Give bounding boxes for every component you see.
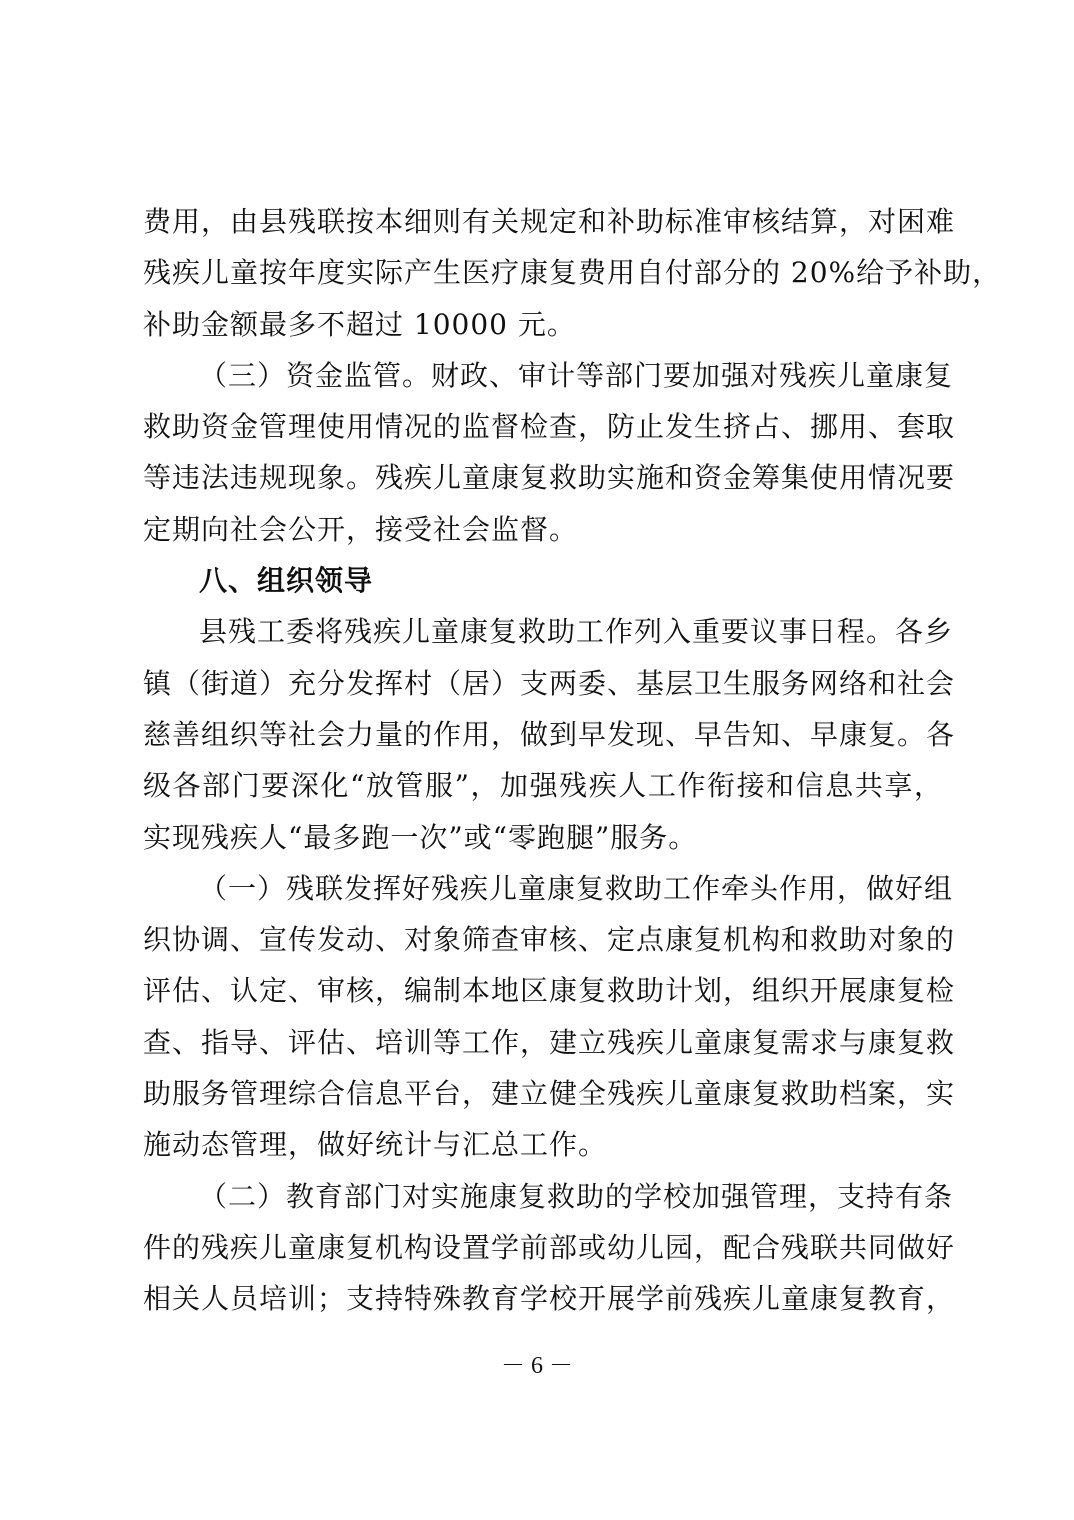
paragraph-line: 评估、认定、审核，编制本地区康复救助计划，组织开展康复检 <box>143 974 956 1008</box>
paragraph-line: 补助金额最多不超过 10000 元。 <box>143 307 576 341</box>
paragraph-line: 镇（街道）充分发挥村（居）支两委、基层卫生服务网络和社会 <box>143 666 956 700</box>
paragraph-line: 查、指导、评估、培训等工作，建立残疾儿童康复需求与康复救 <box>143 1025 956 1059</box>
paragraph-line: 县残工委将残疾儿童康复救助工作列入重要议事日程。各乡 <box>199 615 954 649</box>
paragraph-line: 级各部门要深化“放管服”，加强残疾人工作衔接和信息共享， <box>143 769 943 803</box>
paragraph-line: 实现残疾人“最多跑一次”或“零跑腿”服务。 <box>143 820 698 854</box>
paragraph-line: 施动态管理，做好统计与汇总工作。 <box>143 1128 608 1162</box>
paragraph-line: 残疾儿童按年度实际产生医疗康复费用自付部分的 20%给予补助， <box>143 256 1002 290</box>
paragraph-line: 助服务管理综合信息平台，建立健全残疾儿童康复救助档案，实 <box>143 1077 956 1111</box>
paragraph-line: 定期向社会公开，接受社会监督。 <box>143 512 579 546</box>
document-body <box>143 196 1002 1325</box>
paragraph-line: （二）教育部门对实施康复救助的学校加强管理，支持有条 <box>199 1179 954 1213</box>
section-heading: 八、组织领导 <box>199 564 374 598</box>
paragraph-line: 费用，由县残联按本细则有关规定和补助标准审核结算，对困难 <box>143 205 956 238</box>
paragraph-line: 等违法违规现象。残疾儿童康复救助实施和资金筹集使用情况要 <box>143 461 956 495</box>
paragraph-line: （三）资金监管。财政、审计等部门要加强对残疾儿童康复 <box>199 358 954 392</box>
page-number: － 6 － <box>501 1353 573 1379</box>
paragraph-line: 救助资金管理使用情况的监督检查，防止发生挤占、挪用、套取 <box>143 410 956 444</box>
paragraph-line: 相关人员培训；支持特殊教育学校开展学前残疾儿童康复教育， <box>143 1282 956 1316</box>
paragraph-line: 件的残疾儿童康复机构设置学前部或幼儿园，配合残联共同做好 <box>143 1230 956 1264</box>
paragraph-line: 慈善组织等社会力量的作用，做到早发现、早告知、早康复。各 <box>143 717 956 751</box>
paragraph-line: 织协调、宣传发动、对象筛查审核、定点康复机构和救助对象的 <box>143 923 956 957</box>
paragraph-line: （一）残联发挥好残疾儿童康复救助工作牵头作用，做好组 <box>199 871 954 905</box>
